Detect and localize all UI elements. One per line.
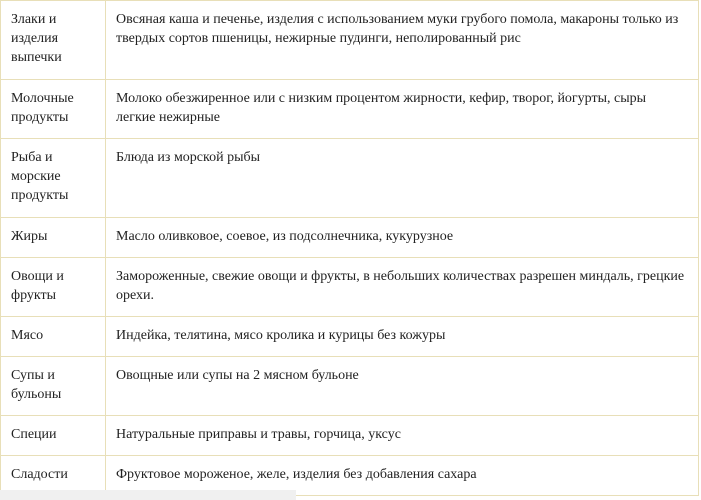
- horizontal-scrollbar[interactable]: [0, 490, 296, 500]
- table-row: [1, 317, 699, 357]
- description-cell: Масло оливковое, соевое, из подсолнечника, кукурузное: [106, 218, 699, 258]
- table-row: [1, 218, 699, 258]
- table-row: [1, 258, 699, 317]
- category-cell: Сладости: [1, 456, 106, 496]
- description-cell: Натуральные приправы и травы, горчица, уксус: [106, 416, 699, 456]
- table-row: [1, 139, 699, 218]
- description-cell: Фруктовое мороженое, желе, изделия без добавления сахара: [106, 456, 699, 496]
- category-cell: Молочные продукты: [1, 80, 106, 139]
- category-cell: Специи: [1, 416, 106, 456]
- description-cell: Замороженные, свежие овощи и фрукты, в небольших количествах разрешен миндаль, грецкие орехи.: [106, 258, 699, 317]
- description-cell: Молоко обезжиренное или с низким процентом жирности, кефир, творог, йогурты, сыры легкие нежирные: [106, 80, 699, 139]
- category-cell: Мясо: [1, 317, 106, 357]
- category-cell: Овощи и фрукты: [1, 258, 106, 317]
- description-cell: Индейка, телятина, мясо кролика и курицы без кожуры: [106, 317, 699, 357]
- table-row: [1, 416, 699, 456]
- description-cell: Блюда из морской рыбы: [106, 139, 699, 218]
- category-cell: Рыба и морские продукты: [1, 139, 106, 218]
- table-row: [1, 1, 699, 80]
- category-cell: Жиры: [1, 218, 106, 258]
- table-row: [1, 357, 699, 416]
- category-cell: Супы и бульоны: [1, 357, 106, 416]
- table-row: [1, 80, 699, 139]
- description-cell: Овощные или супы на 2 мясном бульоне: [106, 357, 699, 416]
- category-cell: Злаки и изделия выпечки: [1, 1, 106, 80]
- description-cell: Овсяная каша и печенье, изделия с использованием муки грубого помола, макароны только из твердых сортов пшеницы, нежирные пудинги, неполированный рис: [106, 1, 699, 80]
